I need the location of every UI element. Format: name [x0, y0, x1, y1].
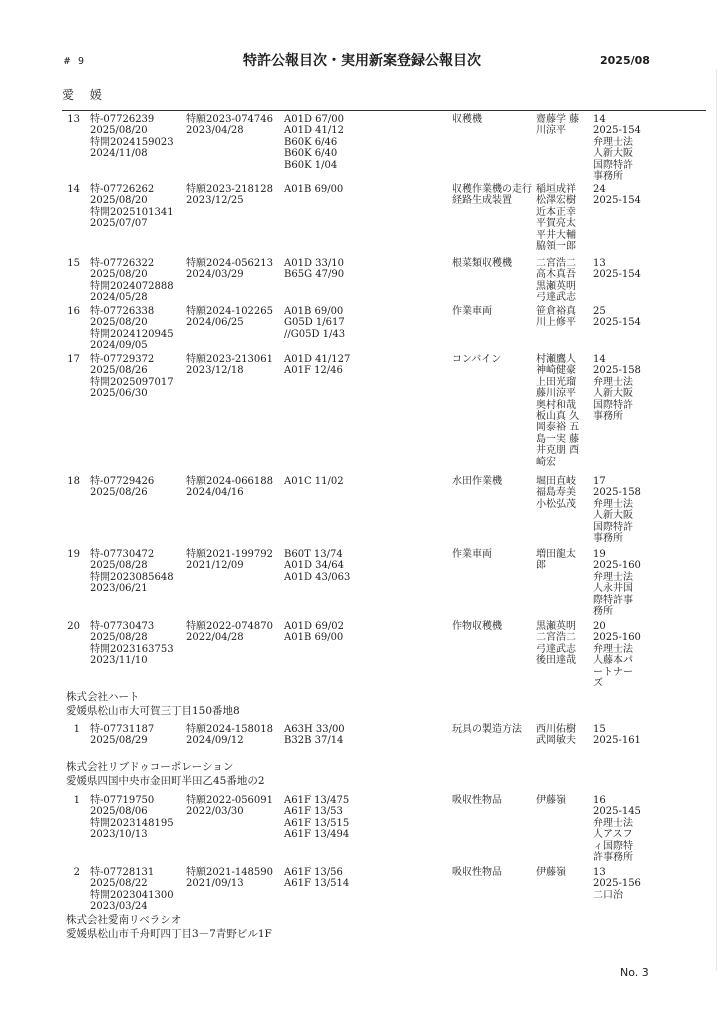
agent-cell-line: 24	[593, 184, 606, 195]
record-number: 17	[67, 354, 80, 365]
prefecture-heading: 愛 媛	[62, 88, 108, 102]
invention-title-cell-line: 作物収穫機	[452, 621, 502, 632]
inventor-cell-line: 島一実 藤	[536, 433, 580, 445]
patent-number-cell-line: 特-07726338	[90, 306, 155, 317]
company-name: 株式会社ハート	[66, 691, 140, 703]
patent-number-cell-line: 特-07730473	[90, 621, 155, 632]
invention-title-cell	[452, 795, 502, 806]
agent-cell-line: ートナー	[593, 666, 633, 678]
agent-cell-line: 2025-161	[593, 735, 641, 747]
application-cell	[186, 867, 273, 890]
patent-number-cell	[90, 867, 174, 913]
patent-number-cell-line: 2025/08/20	[90, 317, 148, 329]
invention-title-cell-line: 経路生成装置	[452, 195, 512, 207]
patent-number-cell-line: 特-07726239	[90, 114, 155, 125]
agent-cell-line: 2025-154	[593, 269, 641, 281]
application-cell-line: 2022/03/30	[186, 806, 244, 818]
inventor-cell	[536, 867, 566, 878]
application-cell-line: 2023/12/25	[186, 195, 244, 207]
patent-number-cell-line: 2025/07/07	[90, 218, 148, 230]
invention-title-cell-line: 根菜類収穫機	[452, 258, 512, 269]
classification-cell	[284, 114, 344, 171]
patent-number-cell	[90, 549, 174, 595]
record-number: 15	[67, 258, 80, 269]
record-number: 1	[73, 795, 80, 806]
application-cell-line: 特願2024-056213	[186, 258, 274, 269]
agent-cell-line: 弁理士法	[593, 571, 633, 583]
record-number: 19	[67, 549, 80, 560]
classification-cell-line: A61F 13/494	[284, 829, 350, 841]
inventor-cell-line: 崎宏	[536, 456, 556, 468]
agent-cell-line: 17	[593, 476, 606, 487]
classification-cell-line: A63H 33/00	[284, 724, 345, 735]
agent-cell-line: 2025-158	[593, 365, 641, 377]
invention-title-cell	[452, 724, 522, 735]
inventor-cell-line: 平井大輔	[536, 229, 576, 241]
patent-number-cell	[90, 621, 174, 667]
agent-cell-line: 弁理士法	[593, 643, 633, 655]
inventor-cell-line: 弓達武志	[536, 292, 576, 304]
classification-cell-line: A61F 13/514	[284, 878, 350, 890]
patent-number-cell-line: 特開2024159023	[90, 136, 174, 148]
agent-cell	[593, 476, 641, 544]
inventor-cell-line: 川上修平	[536, 317, 576, 329]
classification-cell-line: B60K 1/04	[284, 159, 338, 171]
page-number: No. 3	[620, 966, 649, 979]
patent-number-cell-line: 2024/11/08	[90, 148, 148, 160]
inventor-cell-line: 奥村和哉	[536, 399, 576, 411]
invention-title-cell-line: コンバイン	[452, 354, 502, 365]
agent-cell-line: ズ	[593, 678, 603, 690]
patent-number-cell-line: 特開2024120945	[90, 328, 174, 340]
classification-cell-line: A01D 33/10	[284, 258, 344, 269]
classification-cell	[284, 795, 349, 841]
agent-cell-line: 際特許事	[593, 594, 633, 606]
agent-cell-line: 人新大阪	[593, 148, 633, 160]
patent-number-cell-line: 2023/03/24	[90, 901, 148, 913]
agent-cell-line: 弁理士法	[593, 498, 633, 510]
application-cell	[186, 621, 273, 644]
patent-number-cell-line: 2023/06/21	[90, 583, 148, 595]
inventor-cell-line: 伊藤嶺	[536, 795, 566, 806]
application-cell-line: 2023/12/18	[186, 365, 244, 377]
inventor-cell-line: 堀田直岐	[536, 476, 576, 487]
classification-cell-line: A61F 13/53	[284, 806, 343, 818]
application-cell-line: 2022/04/28	[186, 632, 244, 644]
inventor-cell-line: 井克朋 酉	[536, 445, 580, 457]
patent-number-cell	[90, 184, 174, 230]
page-title: 特許公報目次・実用新案登録公報目次	[243, 53, 481, 69]
agent-cell-line: 弁理士法	[593, 817, 633, 829]
invention-title-cell	[452, 258, 512, 269]
patent-number-cell-line: 2023/10/13	[90, 829, 148, 841]
classification-cell-line: A01D 41/127	[284, 354, 351, 365]
agent-cell-line: 20	[593, 621, 606, 632]
patent-number-cell-line: 2025/08/20	[90, 269, 148, 281]
patent-number-cell-line: 特開2024072888	[90, 280, 174, 292]
application-cell-line: 2024/09/12	[186, 735, 244, 747]
invention-title-cell	[452, 306, 492, 317]
invention-title-cell	[452, 549, 492, 560]
invention-title-cell-line: 作業車両	[452, 549, 492, 560]
application-cell-line: 特願2024-158018	[186, 724, 274, 735]
inventor-cell-line: 脇領一郎	[536, 241, 576, 253]
agent-cell-line: 人新大阪	[593, 388, 633, 400]
invention-title-cell	[452, 867, 502, 878]
inventor-cell-line: 村瀬鷹人	[536, 354, 576, 365]
agent-cell-line: 事務所	[593, 533, 623, 545]
classification-cell-line: B32B 37/14	[284, 735, 344, 747]
application-cell-line: 2021/09/13	[186, 878, 244, 890]
inventor-cell-line: 近本正幸	[536, 206, 576, 218]
agent-cell-line: 務所	[593, 606, 613, 618]
patent-number-cell-line: 特-07729426	[90, 476, 155, 487]
application-cell-line: 特願2023-074746	[186, 114, 274, 125]
company-address: 愛媛県松山市千舟町四丁目3－7青野ビル1F	[66, 928, 272, 940]
agent-cell	[593, 306, 641, 329]
agent-cell-line: 2025-154	[593, 317, 641, 329]
inventor-cell	[536, 476, 576, 510]
inventor-cell-line: 稲垣成祥	[536, 184, 576, 195]
classification-cell	[284, 184, 343, 195]
record-number: 14	[67, 184, 80, 195]
record-number: 18	[67, 476, 80, 487]
agent-cell-line: 2025-158	[593, 487, 641, 499]
inventor-cell-line: 板山真 久	[536, 411, 580, 423]
application-cell-line: 特願2023-218128	[186, 184, 274, 195]
inventor-cell-line: 黒瀬英明	[536, 280, 576, 292]
patent-number-cell-line: 2024/05/28	[90, 292, 148, 304]
classification-cell-line: A01C 11/02	[284, 476, 344, 487]
agent-cell-line: 14	[593, 354, 606, 365]
classification-cell-line: A01B 69/00	[284, 184, 344, 195]
patent-number-cell-line: 2025/06/30	[90, 388, 148, 400]
agent-cell-line: 2025-145	[593, 806, 641, 818]
classification-cell-line: //G05D 1/43	[284, 328, 346, 340]
patent-number-cell-line: 2025/08/26	[90, 365, 148, 377]
patent-number-cell-line: 特-07719750	[90, 795, 155, 806]
inventor-cell	[536, 184, 576, 252]
record-number: 20	[67, 621, 80, 632]
application-cell	[186, 258, 273, 281]
application-cell-line: 特願2024-066188	[186, 476, 274, 487]
agent-cell-line: 人藤本パ	[593, 655, 633, 667]
application-cell	[186, 306, 273, 329]
application-cell-line: 特願2021-148590	[186, 867, 274, 878]
patent-number-cell-line: 特-07729372	[90, 354, 155, 365]
agent-cell	[593, 184, 641, 207]
patent-number-cell-line: 特-07731187	[90, 724, 155, 735]
patent-number-cell-line: 2025/08/26	[90, 487, 148, 499]
invention-title-cell-line: 吸収性物品	[452, 867, 502, 878]
classification-cell-line: B65G 47/90	[284, 269, 345, 281]
agent-cell-line: 14	[593, 114, 606, 125]
application-cell	[186, 795, 273, 818]
inventor-cell-line: 二宮浩二	[536, 632, 576, 644]
patent-number-cell-line: 特開2023085648	[90, 571, 174, 583]
agent-cell	[593, 621, 641, 689]
classification-cell-line: B60T 13/74	[284, 549, 343, 560]
agent-cell-line: ィ国際特	[593, 840, 633, 852]
inventor-cell-line: 伊藤嶺	[536, 867, 566, 878]
invention-title-cell-line: 玩具の製造方法	[452, 724, 522, 735]
patent-number-cell-line: 2025/08/20	[90, 195, 148, 207]
inventor-cell-line: 福島寿美	[536, 487, 576, 499]
application-cell-line: 2024/04/16	[186, 487, 244, 499]
agent-cell-line: 二口治	[593, 889, 623, 901]
application-cell	[186, 184, 273, 207]
patent-number-cell-line: 2025/08/22	[90, 878, 148, 890]
classification-cell-line: A01D 41/12	[284, 125, 344, 137]
patent-number-cell-line: 特-07730472	[90, 549, 155, 560]
application-cell-line: 2021/12/09	[186, 560, 244, 572]
agent-cell	[593, 549, 641, 617]
company-name: 株式会社愛南リベラシオ	[66, 914, 182, 926]
application-cell	[186, 549, 273, 572]
agent-cell	[593, 114, 641, 182]
agent-cell-line: 13	[593, 867, 606, 878]
patent-number-cell-line: 2025/08/20	[90, 125, 148, 137]
application-cell	[186, 724, 273, 747]
inventor-cell	[536, 306, 576, 329]
inventor-cell-line: 上田光瑠	[536, 376, 576, 388]
patent-number-cell-line: 特開2025101341	[90, 206, 174, 218]
inventor-cell	[536, 724, 576, 747]
agent-cell-line: 人アスフ	[593, 829, 633, 841]
inventor-cell-line: 武岡敏夫	[536, 735, 576, 747]
company-block-3	[66, 913, 272, 941]
inventor-cell-line: 高木真吾	[536, 269, 576, 281]
patent-number-cell-line: 2025/08/06	[90, 806, 148, 818]
agent-cell-line: 25	[593, 306, 606, 317]
invention-title-cell	[452, 184, 532, 207]
company-block-2	[66, 760, 265, 788]
publication-date: 2025/08	[600, 54, 650, 67]
application-cell-line: 2024/03/29	[186, 269, 244, 281]
agent-cell-line: 国際特許	[593, 159, 633, 171]
inventor-cell-line: 郎	[536, 560, 546, 572]
classification-cell-line: A01D 67/00	[284, 114, 344, 125]
agent-cell-line: 人永井国	[593, 583, 633, 595]
agent-cell-line: 2025-154	[593, 125, 641, 137]
agent-cell-line: 2025-160	[593, 560, 641, 572]
inventor-cell	[536, 621, 576, 667]
invention-title-cell-line: 吸収性物品	[452, 795, 502, 806]
record-number: 16	[67, 306, 80, 317]
patent-number-cell-line: 2025/08/28	[90, 632, 148, 644]
inventor-cell-line: 黒瀬英明	[536, 621, 576, 632]
company-address: 愛媛県松山市大可賀三丁目150番地8	[66, 705, 240, 717]
classification-cell	[284, 549, 350, 583]
agent-cell	[593, 867, 641, 901]
patent-number-cell-line: 2024/09/05	[90, 340, 148, 352]
inventor-cell-line: 小松弘茂	[536, 498, 576, 510]
page-edge-shadow	[716, 70, 724, 970]
classification-cell-line: A61F 13/515	[284, 817, 350, 829]
patent-number-cell	[90, 476, 154, 499]
classification-cell	[284, 724, 345, 747]
application-cell-line: 2023/04/28	[186, 125, 244, 137]
classification-cell-line: A01D 34/64	[284, 560, 344, 572]
agent-cell-line: 2025-156	[593, 878, 641, 890]
patent-number-cell-line: 特開2025097017	[90, 376, 174, 388]
application-cell-line: 特願2023-213061	[186, 354, 274, 365]
classification-cell-line: A01D 69/02	[284, 621, 344, 632]
classification-cell-line: A01D 43/063	[284, 571, 351, 583]
invention-title-cell	[452, 621, 502, 632]
page-hash: # 9	[64, 56, 86, 67]
agent-cell-line: 国際特許	[593, 399, 633, 411]
classification-cell-line: A01F 12/46	[284, 365, 343, 377]
invention-title-cell	[452, 354, 501, 365]
invention-title-cell	[452, 476, 502, 487]
application-cell	[186, 354, 273, 377]
patent-number-cell-line: 2023/11/10	[90, 655, 148, 667]
classification-cell	[284, 354, 350, 377]
company-address: 愛媛県四国中央市金田町半田乙45番地の2	[66, 775, 265, 787]
inventor-cell	[536, 114, 579, 137]
company-block-1	[66, 690, 240, 718]
invention-title-cell	[452, 114, 482, 125]
inventor-cell-line: 平賀亮太	[536, 218, 576, 230]
patent-number-cell	[90, 724, 154, 747]
patent-number-cell	[90, 114, 174, 160]
agent-cell	[593, 354, 641, 422]
inventor-cell-line: 弓達武志	[536, 643, 576, 655]
agent-cell	[593, 724, 641, 747]
header-rule	[62, 110, 706, 111]
application-cell	[186, 114, 273, 137]
inventor-cell-line: 西川佑樹	[536, 724, 576, 735]
classification-cell	[284, 258, 344, 281]
classification-cell-line: G05D 1/617	[284, 317, 345, 329]
agent-cell	[593, 795, 641, 863]
record-number: 1	[73, 724, 80, 735]
inventor-cell	[536, 258, 576, 304]
agent-cell	[593, 258, 641, 281]
agent-cell-line: 弁理士法	[593, 376, 633, 388]
agent-cell-line: 15	[593, 724, 606, 735]
application-cell-line: 特願2022-074870	[186, 621, 274, 632]
inventor-cell-line: 二宮浩二	[536, 258, 576, 269]
patent-number-cell	[90, 306, 174, 352]
inventor-cell-line: 増田龍太	[536, 549, 576, 560]
patent-number-cell-line: 2025/08/29	[90, 735, 148, 747]
application-cell	[186, 476, 273, 499]
invention-title-cell-line: 収穫作業機の走行	[452, 184, 532, 195]
classification-cell-line: A01B 69/00	[284, 632, 344, 644]
classification-cell-line: A61F 13/475	[284, 795, 350, 806]
application-cell-line: 特願2022-056091	[186, 795, 274, 806]
invention-title-cell-line: 水田作業機	[452, 476, 502, 487]
agent-cell-line: 国際特許	[593, 521, 633, 533]
inventor-cell	[536, 795, 566, 806]
application-cell-line: 特願2024-102265	[186, 306, 274, 317]
agent-cell-line: 13	[593, 258, 606, 269]
classification-cell	[284, 476, 344, 487]
agent-cell-line: 19	[593, 549, 606, 560]
application-cell-line: 2024/06/25	[186, 317, 244, 329]
inventor-cell-line: 松澤宏樹	[536, 195, 576, 207]
patent-number-cell	[90, 795, 174, 841]
classification-cell-line: B60K 6/46	[284, 136, 338, 148]
agent-cell-line: 事務所	[593, 411, 623, 423]
patent-number-cell-line: 特-07726322	[90, 258, 155, 269]
record-number: 13	[67, 114, 80, 125]
agent-cell-line: 2025-160	[593, 632, 641, 644]
inventor-cell	[536, 549, 576, 572]
patent-number-cell-line: 特開2023041300	[90, 889, 174, 901]
invention-title-cell-line: 収穫機	[452, 114, 482, 125]
agent-cell-line: 事務所	[593, 171, 623, 183]
agent-cell-line: 許事務所	[593, 852, 633, 864]
inventor-cell-line: 川涼平	[536, 125, 566, 137]
agent-cell-line: 弁理士法	[593, 136, 633, 148]
classification-cell	[284, 867, 349, 890]
inventor-cell-line: 笹倉裕真	[536, 306, 576, 317]
classification-cell-line: B60K 6/40	[284, 148, 338, 160]
inventor-cell	[536, 354, 579, 468]
patent-number-cell-line: 特開2023148195	[90, 817, 174, 829]
agent-cell-line: 人新大阪	[593, 510, 633, 522]
inventor-cell-line: 齋藤学 藤	[536, 114, 580, 125]
patent-number-cell	[90, 354, 174, 400]
classification-cell-line: A01B 69/00	[284, 306, 344, 317]
application-cell-line: 特願2021-199792	[186, 549, 274, 560]
inventor-cell-line: 後田達哉	[536, 655, 576, 667]
inventor-cell-line: 藤川涼平	[536, 388, 576, 400]
agent-cell-line: 2025-154	[593, 195, 641, 207]
classification-cell-line: A61F 13/56	[284, 867, 343, 878]
record-number: 2	[73, 867, 80, 878]
patent-number-cell-line: 特-07728131	[90, 867, 155, 878]
patent-number-cell	[90, 258, 174, 304]
company-name: 株式会社リブドゥコーポレーション	[66, 761, 234, 773]
classification-cell	[284, 621, 344, 644]
inventor-cell-line: 岡泰裕 五	[536, 422, 580, 434]
inventor-cell-line: 神崎健豪	[536, 365, 576, 377]
invention-title-cell-line: 作業車両	[452, 306, 492, 317]
patent-number-cell-line: 2025/08/28	[90, 560, 148, 572]
patent-number-cell-line: 特開2023163753	[90, 643, 174, 655]
classification-cell	[284, 306, 345, 340]
patent-number-cell-line: 特-07726262	[90, 184, 155, 195]
agent-cell-line: 16	[593, 795, 606, 806]
